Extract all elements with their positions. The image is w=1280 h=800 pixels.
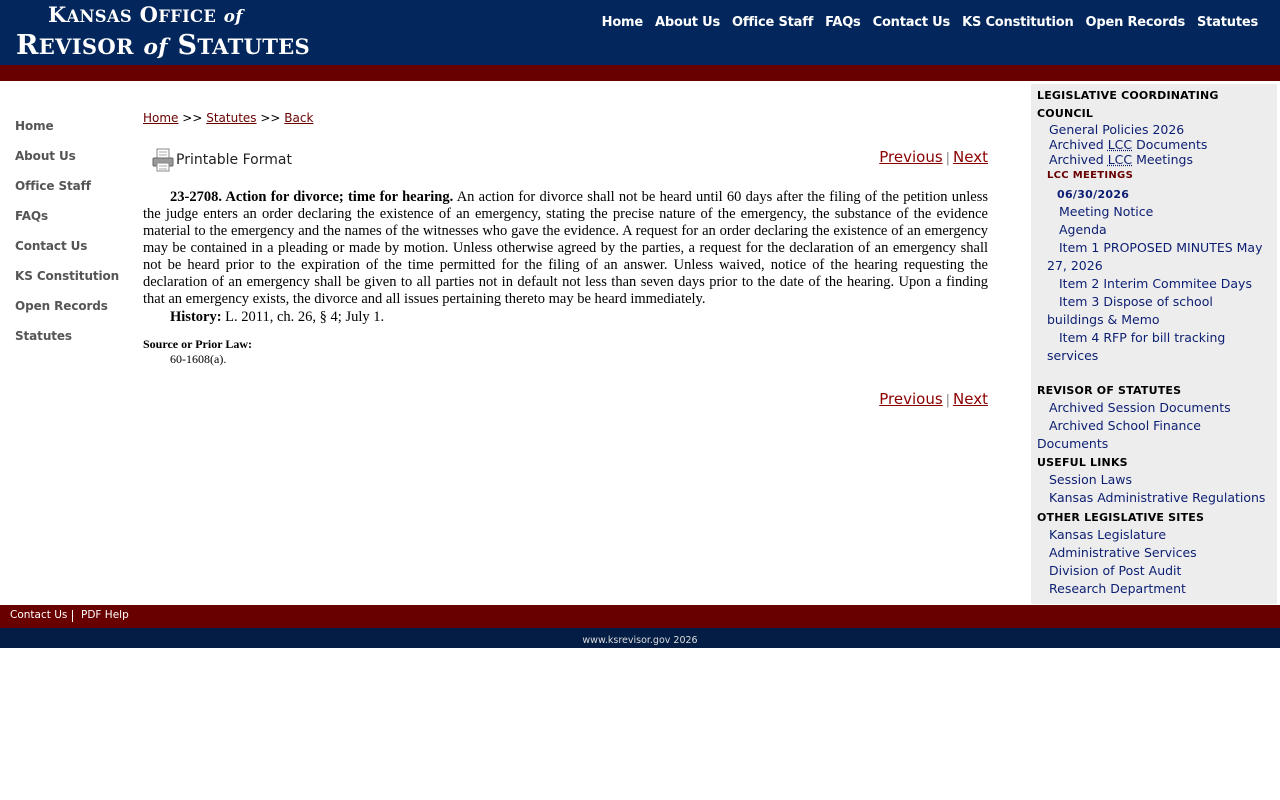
next-link[interactable]: Next bbox=[953, 390, 988, 408]
leftnav-office-staff-link[interactable]: Office Staff bbox=[15, 179, 91, 193]
archived-lcc-meetings-link[interactable]: Archived LCC Meetings bbox=[1049, 152, 1193, 167]
meeting-notice-link[interactable]: Meeting Notice bbox=[1059, 204, 1154, 219]
breadcrumb-back-link[interactable]: Back bbox=[284, 111, 314, 125]
breadcrumb-separator: >> bbox=[260, 111, 281, 125]
statute-text bbox=[143, 189, 988, 308]
printable-format-label: Printable Format bbox=[176, 152, 292, 168]
topnav-office-staff-link[interactable]: Office Staff bbox=[732, 15, 814, 30]
agenda-link[interactable]: Agenda bbox=[1059, 222, 1107, 237]
footer-links-bar bbox=[0, 605, 1280, 628]
kansas-administrative-regulations-link[interactable]: Kansas Administrative Regulations bbox=[1049, 490, 1266, 505]
general-policies-link[interactable]: General Policies 2026 bbox=[1049, 122, 1185, 137]
statute-body: An action for divorce shall not be heard until 60 days after the filing of the petition unless the judge enters an order declaring the existence of an emergency, stating the precise nature of the emergency, the substance of the evidence material to the emergency and the names of the witnesses who gave the evidence. A request for an order declaring the existence of an emergency may be contained in a pleading or made by motion. Unless otherwise agreed by the parties, a request for the declaration of an emergency shall not be heard prior to the expiration of the time permitted for the filing of an answer. Unless waived, notice of the hearing requesting the declaration of an emergency shall be given to all parties not in default not less than seven days prior to the date of the hearing. Upon a finding that an emergency exists, the divorce and all issues pertaining thereto may be heard immediately. bbox=[143, 189, 989, 307]
research-department-link[interactable]: Research Department bbox=[1049, 581, 1186, 596]
session-laws-link[interactable]: Session Laws bbox=[1049, 472, 1133, 487]
leftnav-open-records-link[interactable]: Open Records bbox=[15, 299, 108, 313]
kansas-legislature-link[interactable]: Kansas Legislature bbox=[1049, 527, 1167, 542]
header-accent-bar bbox=[0, 65, 1280, 81]
pager-top bbox=[879, 148, 988, 166]
item-3-link[interactable]: Item 3 Dispose of school bbox=[1059, 294, 1213, 309]
leftnav-faqs-link[interactable]: FAQs bbox=[15, 209, 49, 223]
meeting-date: 06/30/2026 bbox=[1057, 188, 1130, 201]
breadcrumb-statutes-link[interactable]: Statutes bbox=[206, 111, 257, 125]
topnav-ks-constitution-link[interactable]: KS Constitution bbox=[962, 15, 1074, 30]
breadcrumb-home-link[interactable]: Home bbox=[143, 111, 179, 125]
leftnav-home-link[interactable]: Home bbox=[15, 119, 54, 133]
topnav-home-link[interactable]: Home bbox=[601, 15, 644, 30]
footer-pdf-help-link[interactable]: PDF Help bbox=[81, 609, 129, 621]
item-3-link-cont[interactable]: buildings & Memo bbox=[1047, 312, 1160, 327]
item-4-link[interactable]: Item 4 RFP for bill tracking bbox=[1059, 330, 1226, 345]
source-prior-law-value: 60-1608(a). bbox=[170, 352, 227, 366]
right-sidebar bbox=[1031, 84, 1277, 604]
logo-line-2: REVISOR of STATUTES bbox=[16, 30, 311, 61]
leftnav-about-us-link[interactable]: About Us bbox=[15, 149, 76, 163]
next-link[interactable]: Next bbox=[953, 148, 988, 166]
topnav-open-records-link[interactable]: Open Records bbox=[1085, 15, 1185, 30]
revisor-heading: REVISOR OF STATUTES bbox=[1037, 384, 1182, 397]
lcc-heading: LEGISLATIVE COORDINATING bbox=[1037, 89, 1219, 102]
breadcrumb-separator: >> bbox=[182, 111, 203, 125]
previous-link[interactable]: Previous bbox=[879, 390, 943, 408]
left-navigation bbox=[15, 117, 119, 357]
item-2-link[interactable]: Item 2 Interim Commitee Days bbox=[1059, 276, 1252, 291]
printable-format-button[interactable] bbox=[152, 148, 292, 172]
item-1-minutes-link-cont[interactable]: 27, 2026 bbox=[1047, 258, 1103, 273]
footer-copyright: www.ksrevisor.gov 2026 bbox=[582, 635, 698, 646]
statute-history: History: L. 2011, ch. 26, § 4; July 1. bbox=[170, 309, 385, 325]
leftnav-contact-us-link[interactable]: Contact Us bbox=[15, 239, 88, 253]
archived-session-documents-link[interactable]: Archived Session Documents bbox=[1049, 400, 1231, 415]
topnav-faqs-link[interactable]: FAQs bbox=[825, 15, 861, 30]
topnav-statutes-link[interactable]: Statutes bbox=[1197, 15, 1258, 30]
archived-school-finance-link-cont[interactable]: Documents bbox=[1037, 436, 1109, 451]
item-1-minutes-link[interactable]: Item 1 PROPOSED MINUTES May bbox=[1059, 240, 1263, 255]
statute-heading: 23-2708. Action for divorce; time for hearing. bbox=[170, 189, 454, 205]
breadcrumb bbox=[143, 111, 313, 125]
logo-line-1: KANSAS OFFICE of bbox=[48, 2, 243, 27]
pager-bottom bbox=[879, 390, 988, 408]
item-4-link-cont[interactable]: services bbox=[1047, 348, 1099, 363]
post-audit-link[interactable]: Division of Post Audit bbox=[1049, 563, 1182, 578]
archived-school-finance-link[interactable]: Archived School Finance bbox=[1049, 418, 1201, 433]
lcc-heading-cont: COUNCIL bbox=[1037, 107, 1094, 120]
topnav-about-us-link[interactable]: About Us bbox=[655, 15, 721, 30]
leftnav-statutes-link[interactable]: Statutes bbox=[15, 329, 72, 343]
footer-copyright-bar bbox=[0, 628, 1280, 648]
lcc-meetings-heading: LCC MEETINGS bbox=[1047, 170, 1134, 181]
other-legislative-sites-heading: OTHER LEGISLATIVE SITES bbox=[1037, 511, 1205, 524]
footer-contact-us-link[interactable]: Contact Us bbox=[10, 609, 68, 621]
archived-lcc-documents-link[interactable]: Archived LCC Documents bbox=[1049, 137, 1208, 152]
pager-separator: | bbox=[945, 393, 951, 408]
printer-icon bbox=[152, 148, 174, 172]
leftnav-ks-constitution-link[interactable]: KS Constitution bbox=[15, 269, 120, 283]
top-navigation bbox=[602, 15, 1258, 30]
useful-links-heading: USEFUL LINKS bbox=[1037, 456, 1128, 469]
source-prior-law-label: Source or Prior Law: bbox=[143, 337, 252, 351]
topnav-contact-us-link[interactable]: Contact Us bbox=[872, 15, 951, 30]
pager-separator: | bbox=[945, 151, 951, 166]
administrative-services-link[interactable]: Administrative Services bbox=[1049, 545, 1197, 560]
footer-divider bbox=[72, 610, 73, 622]
previous-link[interactable]: Previous bbox=[879, 148, 943, 166]
site-header bbox=[0, 0, 1280, 65]
